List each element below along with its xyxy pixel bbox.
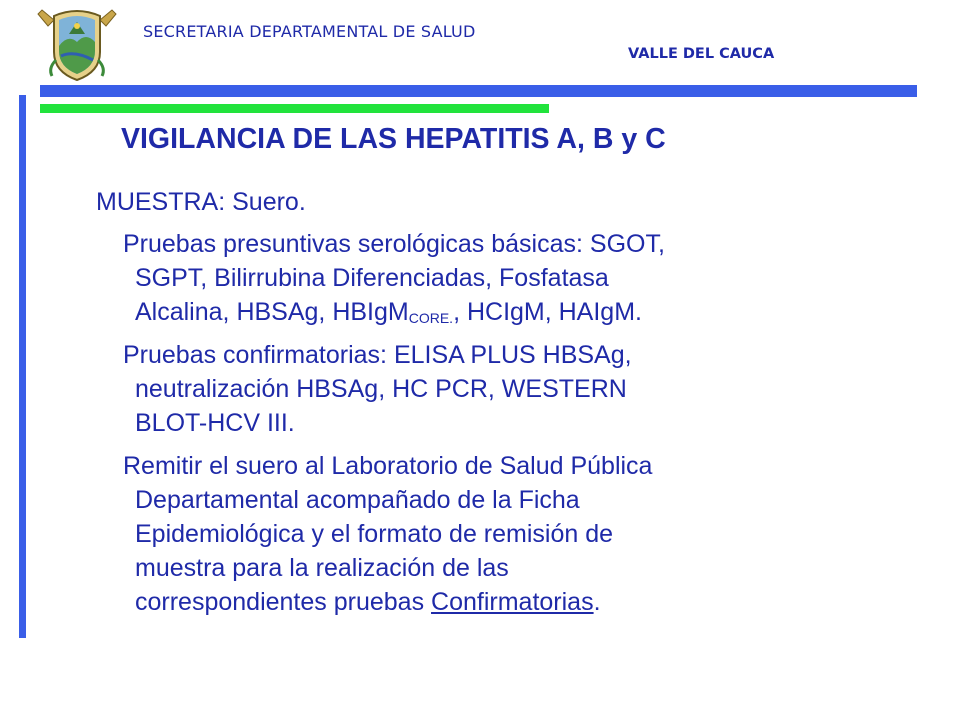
slide-title: VIGILANCIA DE LAS HEPATITIS A, B y C bbox=[121, 123, 666, 155]
presumptive-line-3-suffix: , HCIgM, HAIgM. bbox=[453, 298, 642, 326]
organization-name: SECRETARIA DEPARTAMENTAL DE SALUD bbox=[143, 22, 476, 41]
remit-line-4: muestra para la realización de las bbox=[135, 554, 509, 582]
header-divider-green bbox=[40, 104, 549, 113]
sample-line: MUESTRA: Suero. bbox=[96, 188, 306, 216]
core-subscript: CORE. bbox=[408, 310, 454, 326]
coat-of-arms-icon bbox=[34, 4, 120, 84]
confirmatory-line-3: BLOT-HCV III. bbox=[135, 409, 295, 437]
confirmatory-line-1: Pruebas confirmatorias: ELISA PLUS HBSAg, bbox=[123, 341, 632, 369]
remit-line-3: Epidemiológica y el formato de remisión de bbox=[135, 520, 614, 548]
paragraph-presumptive-tests bbox=[123, 227, 665, 335]
presumptive-line-2: SGPT, Bilirrubina Diferenciadas, Fosfatasa bbox=[135, 264, 609, 292]
paragraph-remit-serum bbox=[123, 449, 652, 619]
remit-line-5 bbox=[123, 585, 652, 619]
region-name: VALLE DEL CAUCA bbox=[628, 46, 775, 62]
confirmatorias-link[interactable]: Confirmatorias bbox=[431, 588, 594, 616]
presumptive-line-3-prefix: Alcalina, HBSAg, HBIgM bbox=[135, 298, 409, 326]
remit-line-5-suffix: . bbox=[593, 588, 601, 616]
remit-line-1: Remitir el suero al Laboratorio de Salud Pública bbox=[123, 452, 653, 480]
paragraph-confirmatory-tests bbox=[123, 338, 632, 440]
remit-line-2: Departamental acompañado de la Ficha bbox=[135, 486, 580, 514]
presumptive-line-3 bbox=[123, 295, 665, 335]
confirmatory-line-2: neutralización HBSAg, HC PCR, WESTERN bbox=[135, 375, 627, 403]
remit-line-5-prefix: correspondientes pruebas bbox=[135, 588, 432, 616]
header-divider-blue bbox=[40, 85, 917, 97]
presumptive-line-1: Pruebas presuntivas serológicas básicas: SGOT, bbox=[123, 230, 665, 258]
left-accent-bar bbox=[19, 95, 26, 638]
